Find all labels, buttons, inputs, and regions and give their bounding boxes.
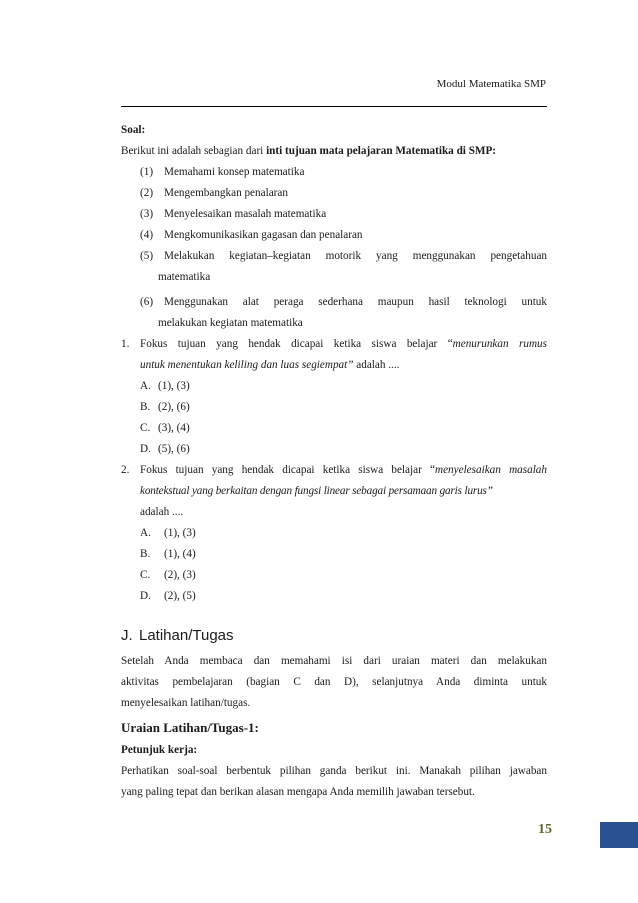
- option-text: (1), (4): [164, 548, 196, 560]
- soal-intro: [121, 141, 547, 162]
- section-title-text: Latihan/Tugas: [139, 627, 234, 644]
- goal-text: Menyelesaikan masalah matematika: [164, 208, 327, 220]
- option-text: (2), (3): [164, 569, 196, 581]
- option-text: (1), (3): [158, 380, 190, 392]
- question-italic: kontekstual yang berkaitan dengan fungsi linear sebagai persamaan garis lurus”: [140, 485, 493, 497]
- header-rule: [121, 106, 547, 107]
- answer-option: [121, 544, 547, 565]
- question-1-line2: [121, 355, 547, 376]
- option-text: (3), (4): [158, 422, 190, 434]
- goal-text: Mengembangkan penalaran: [164, 187, 288, 199]
- option-label: B.: [140, 548, 151, 560]
- goal-text: Melakukan kegiatan–kegiatan motorik yang menggunakan pengetahuan: [164, 250, 547, 262]
- option-label: A.: [140, 527, 151, 539]
- goal-text: Menggunakan alat peraga sederhana maupun hasil teknologi untuk: [164, 296, 547, 308]
- goal-number: (2): [140, 187, 154, 199]
- soal-intro-bold: inti tujuan mata pelajaran Matematika di SMP:: [266, 145, 497, 157]
- question-text: Fokus tujuan yang hendak dicapai ketika siswa belajar “: [140, 464, 435, 476]
- option-label: A.: [140, 380, 151, 392]
- answer-option: [121, 418, 547, 439]
- goal-continuation: matematika: [158, 271, 211, 283]
- answer-option: [121, 523, 547, 544]
- option-text: (2), (6): [158, 401, 190, 413]
- option-label: B.: [140, 401, 151, 413]
- goal-text: Mengkomunikasikan gagasan dan penalaran: [164, 229, 363, 241]
- answer-option: [121, 586, 547, 607]
- goal-item: [121, 292, 547, 313]
- goal-item: [121, 183, 547, 204]
- option-text: (5), (6): [158, 443, 190, 455]
- page-number: 15: [538, 822, 552, 837]
- answer-option: [121, 565, 547, 586]
- soal-heading: Soal:: [121, 124, 146, 136]
- question-suffix: adalah ....: [353, 359, 400, 371]
- goal-item: [121, 162, 547, 183]
- question-2: [121, 460, 547, 481]
- goal-item: [121, 246, 547, 267]
- option-text: (1), (3): [164, 527, 196, 539]
- paragraph-line: Setelah Anda membaca dan memahami isi dari uraian materi dan melakukan: [121, 655, 547, 667]
- question-number: 1.: [121, 338, 130, 350]
- goal-item: [121, 225, 547, 246]
- goal-item: [121, 204, 547, 225]
- section-letter: J.: [121, 627, 133, 644]
- question-italic: menyelesaikan masalah: [435, 464, 547, 476]
- goal-number: (3): [140, 208, 154, 220]
- option-label: C.: [140, 569, 151, 581]
- soal-intro-prefix: Berikut ini adalah sebagian dari: [121, 145, 267, 157]
- paragraph-line: menyelesaikan latihan/tugas.: [121, 697, 251, 709]
- running-header: Modul Matematika SMP: [436, 78, 546, 90]
- question-italic: menurunkan rumus: [452, 338, 547, 350]
- option-text: (2), (5): [164, 590, 196, 602]
- goal-number: (4): [140, 229, 154, 241]
- goal-number: (6): [140, 296, 154, 308]
- goal-number: (1): [140, 166, 154, 178]
- section-j-title: [121, 621, 547, 651]
- question-number: 2.: [121, 464, 130, 476]
- page-tab-bar: [600, 822, 638, 848]
- paragraph-line: Perhatikan soal-soal berbentuk pilihan ganda berikut ini. Manakah pilihan jawaban: [121, 765, 547, 777]
- option-label: D.: [140, 443, 151, 455]
- paragraph-line: yang paling tepat dan berikan alasan mengapa Anda memilih jawaban tersebut.: [121, 786, 475, 798]
- goal-continuation: melakukan kegiatan matematika: [158, 317, 303, 329]
- question-1: [121, 334, 547, 355]
- question-2-line2: [121, 481, 547, 502]
- answer-option: [121, 439, 547, 460]
- question-text: Fokus tujuan yang hendak dicapai ketika siswa belajar “: [140, 338, 453, 350]
- answer-option: [121, 397, 547, 418]
- answer-option: [121, 376, 547, 397]
- uraian-title: Uraian Latihan/Tugas-1:: [121, 720, 259, 735]
- petunjuk-heading: Petunjuk kerja:: [121, 744, 198, 756]
- option-label: C.: [140, 422, 151, 434]
- page-content: [121, 120, 547, 803]
- paragraph-line: aktivitas pembelajaran (bagian C dan D), selanjutnya Anda diminta untuk: [121, 676, 547, 688]
- goal-text: Memahami konsep matematika: [164, 166, 305, 178]
- option-label: D.: [140, 590, 151, 602]
- goal-number: (5): [140, 250, 154, 262]
- question-2-line3: adalah ....: [140, 506, 184, 518]
- question-italic: untuk menentukan keliling dan luas segiempat”: [140, 359, 354, 371]
